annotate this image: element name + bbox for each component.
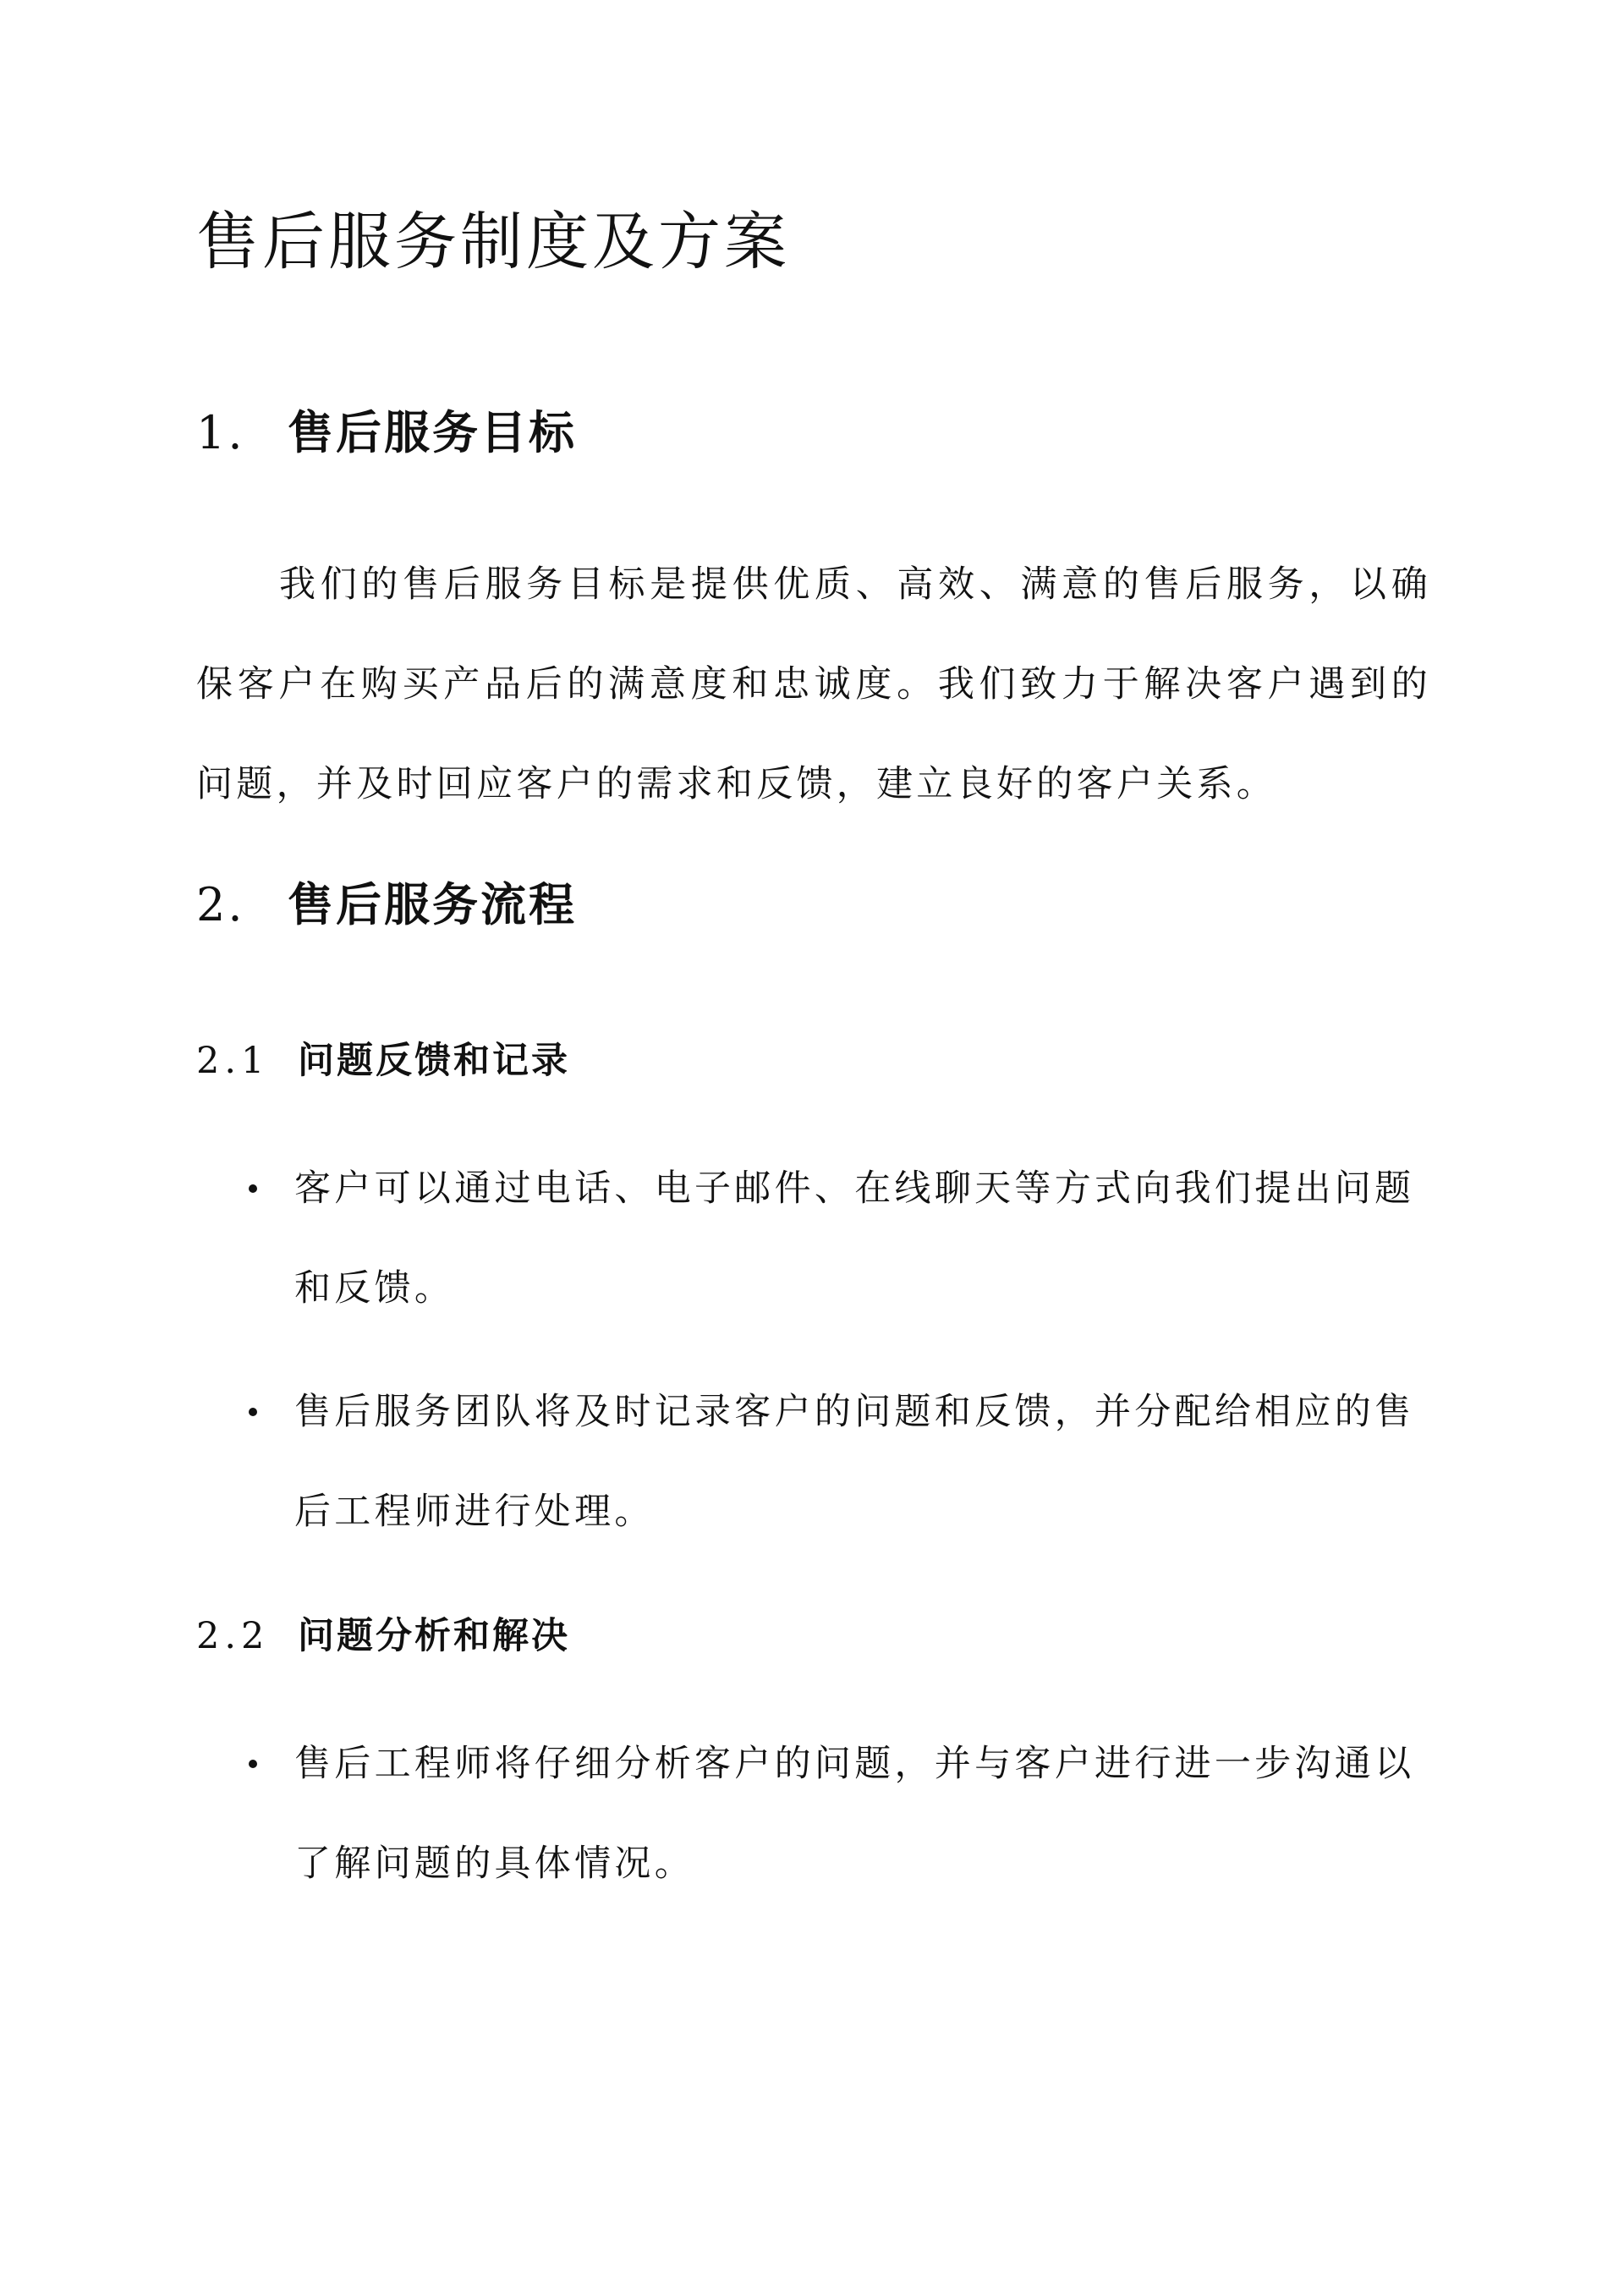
- list-item: [294, 1714, 1419, 1914]
- section-number: 1.: [196, 406, 245, 459]
- document-title: 售后服务制度及方案: [196, 206, 790, 278]
- section-number: 2.: [196, 878, 245, 931]
- subsection-number: 2.1: [196, 1040, 270, 1082]
- section-title: 售后服务流程: [288, 877, 577, 931]
- subsection-number: 2.2: [196, 1615, 270, 1657]
- list-item: [294, 1362, 1419, 1562]
- list-item-text: 售后服务团队将及时记录客户的问题和反馈，并分配给相应的售后工程师进行处理。: [294, 1391, 1415, 1533]
- section-heading-1: [196, 403, 577, 463]
- subsection-title: 问题反馈和记录: [298, 1040, 570, 1082]
- list-item: [294, 1139, 1419, 1338]
- subsection-heading-2-1: [196, 1035, 570, 1086]
- bullet-dot-icon: [249, 1184, 257, 1193]
- subsection-title: 问题分析和解决: [298, 1615, 570, 1657]
- section-paragraph: 我们的售后服务目标是提供优质、高效、满意的售后服务，以确保客户在购买产品后的满意度和忠诚度。我们致力于解决客户遇到的问题，并及时回应客户的需求和反馈，建立良好的客户关系。: [196, 563, 1431, 805]
- bullet-dot-icon: [249, 1760, 257, 1768]
- bullet-dot-icon: [249, 1408, 257, 1416]
- list-item-text: 售后工程师将仔细分析客户的问题，并与客户进行进一步沟通以了解问题的具体情况。: [294, 1743, 1415, 1885]
- list-item-text: 客户可以通过电话、电子邮件、在线聊天等方式向我们提出问题和反馈。: [294, 1167, 1415, 1310]
- subsection-heading-2-2: [196, 1611, 570, 1662]
- section-title: 售后服务目标: [288, 405, 577, 459]
- section-heading-2: [196, 875, 577, 935]
